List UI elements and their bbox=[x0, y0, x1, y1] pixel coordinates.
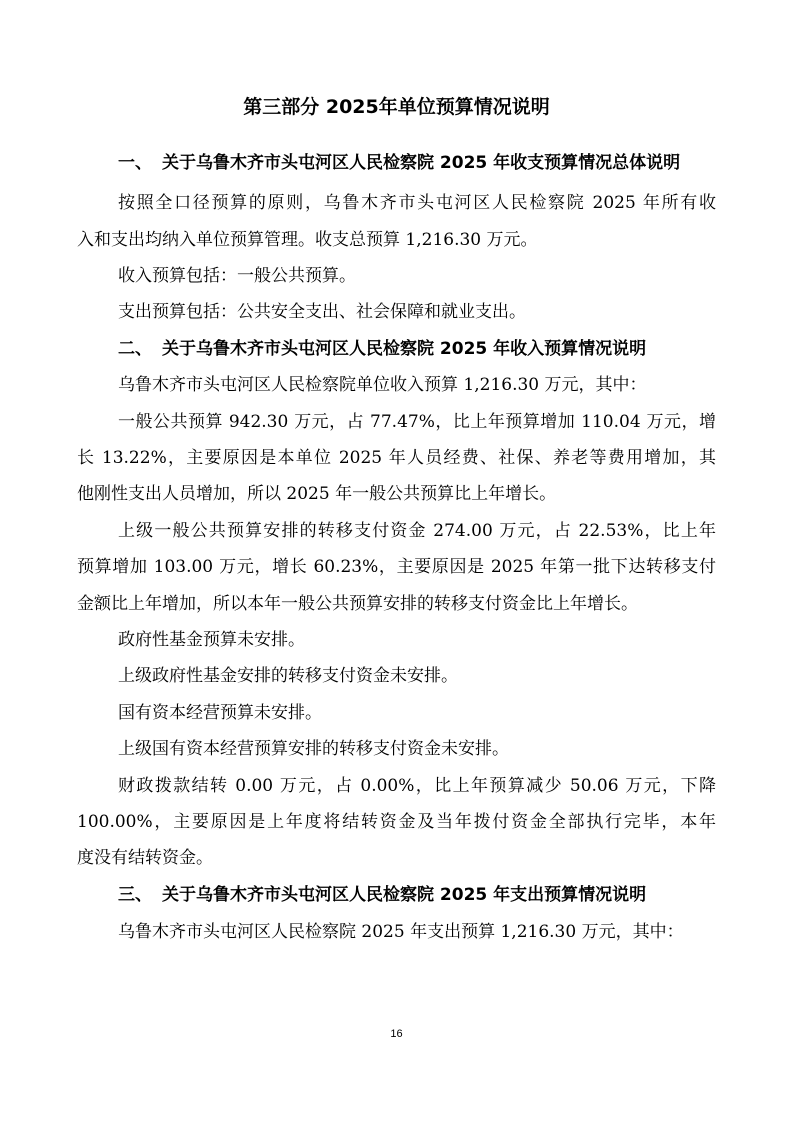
paragraph-line: 上级国有资本经营预算安排的转移支付资金未安排。 bbox=[118, 739, 509, 759]
paragraph-line: 金额比上年增加，所以本年一般公共预算安排的转移支付资金比上年增长。 bbox=[77, 594, 638, 614]
section-3-title: 关于乌鲁木齐市头屯河区人民检察院 2025 年支出预算情况说明 bbox=[162, 885, 647, 905]
paragraph-line: 度没有结转资金。 bbox=[77, 848, 213, 868]
section-1-heading bbox=[118, 151, 680, 175]
section-1-number: 一、 bbox=[118, 153, 152, 173]
paragraph-line: 长 13.22%，主要原因是本单位 2025 年人员经费、社保、养老等费用增加，其 bbox=[77, 448, 716, 468]
section-3-heading bbox=[118, 883, 646, 907]
section-3-number: 三、 bbox=[118, 885, 152, 905]
paragraph-line: 上级政府性基金安排的转移支付资金未安排。 bbox=[118, 666, 458, 686]
page-title: 第三部分 2025年单位预算情况说明 bbox=[243, 96, 550, 118]
section-2-title: 关于乌鲁木齐市头屯河区人民检察院 2025 年收入预算情况说明 bbox=[162, 339, 647, 359]
section-2-heading bbox=[118, 337, 646, 361]
paragraph-line: 收入预算包括：一般公共预算。 bbox=[118, 266, 356, 286]
paragraph-line: 入和支出均纳入单位预算管理。收支总预算 1,216.30 万元。 bbox=[77, 230, 538, 250]
paragraph-line: 乌鲁木齐市头屯河区人民检察院单位收入预算 1,216.30 万元，其中： bbox=[118, 375, 647, 395]
paragraph-line: 政府性基金预算未安排。 bbox=[118, 630, 305, 650]
paragraph-line: 按照全口径预算的原则，乌鲁木齐市头屯河区人民检察院 2025 年所有收 bbox=[118, 193, 716, 213]
paragraph-line: 国有资本经营预算未安排。 bbox=[118, 703, 322, 723]
paragraph-line: 他刚性支出人员增加，所以 2025 年一般公共预算比上年增长。 bbox=[77, 484, 557, 504]
paragraph-line: 100.00%，主要原因是上年度将结转资金及当年拨付资金全部执行完毕，本年 bbox=[77, 812, 716, 832]
paragraph-line: 乌鲁木齐市头屯河区人民检察院 2025 年支出预算 1,216.30 万元，其中： bbox=[118, 922, 684, 942]
page-number: 16 bbox=[390, 1028, 403, 1040]
paragraph-line: 预算增加 103.00 万元，增长 60.23%，主要原因是 2025 年第一批下达转移支付 bbox=[77, 557, 716, 577]
paragraph-line: 一般公共预算 942.30 万元，占 77.47%，比上年预算增加 110.04 万元，增 bbox=[118, 412, 716, 432]
section-1-title: 关于乌鲁木齐市头屯河区人民检察院 2025 年收支预算情况总体说明 bbox=[162, 153, 681, 173]
paragraph-line: 财政拨款结转 0.00 万元，占 0.00%，比上年预算减少 50.06 万元，下降 bbox=[118, 776, 716, 796]
paragraph-line: 支出预算包括：公共安全支出、社会保障和就业支出。 bbox=[118, 302, 526, 322]
paragraph-line: 上级一般公共预算安排的转移支付资金 274.00 万元，占 22.53%，比上年 bbox=[118, 521, 716, 541]
section-2-number: 二、 bbox=[118, 339, 152, 359]
